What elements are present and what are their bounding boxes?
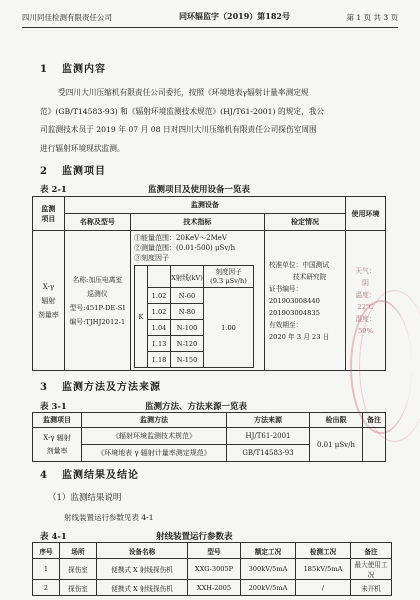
section-1-heading: 1 监测内容 [40,64,106,75]
section-3-heading: 3 监测方法及方法来源 [40,382,161,393]
table-2-1: 监测 项目 监测设备 使用环境 名称及型号 技术指标 检定情况 X-γ 辐射 剂量率 名称:加压电离室 巡测仪 型号:451P-DE-SI 编号:TJHJ2012-1 ①能量范围：20KeV～2MeV ②测量范围：(0.01-500) μSv/h ③刻度因子 K X射线(kV) 刻度因子 (9.3 μSv/h) 1.02 N-60 1.00 1.02 N-80 1.04 N-100 1.13 N-120 1.18 N-150 校准单位：中国测试 技术研究院 证书编号： 201903008440 201903004835 有效期至： 2020 年 3 月 23 日 天气： 阴 温度： 22℃ 湿度： 59% [32,196,386,371]
table-2-1-label: 表 2-1 [40,185,67,195]
table-2-1-title: 监测项目及使用设备一览表 [148,185,251,195]
table-3-1-label: 表 3-1 [40,402,67,412]
tech-spec: ①能量范围：20KeV～2MeV ②测量范围：(0.01-500) μSv/h ③刻度因子 K X射线(kV) 刻度因子 (9.3 μSv/h) 1.02 N-60 1.00 1.02 N-80 1.04 N-100 1.13 N-120 1.18 N-150 [131,231,265,371]
header-rule [22,27,398,28]
table-row: 1 探伤室 便携式 X 射线探伤机 XXG-3005P 300kV/5mA 185kV/5mA 最大使用工况 [33,559,392,580]
page-number: 第 1 页 共 3 页 [346,13,398,22]
section-4-heading: 4 监测结果及结论 [40,470,139,481]
device-name-model: 名称:加压电离室 巡测仪 型号:451P-DE-SI 编号:TJHJ2012-1 [64,231,130,371]
company-name: 四川同佳检测有限责任公司 [22,13,112,22]
scale-factor-table: K X射线(kV) 刻度因子 (9.3 μSv/h) 1.02 N-60 1.00 1.02 N-80 1.04 N-100 1.13 N-120 1.18 N-150 [134,265,254,368]
table-4-1-label: 表 4-1 [40,532,67,542]
table-row: 2 探伤室 便携式 X 射线探伤机 XXH-2005 200kV/5mA / 未开机 [33,580,392,596]
table-4-1-title: 射线装置运行参数表 [156,532,233,542]
page-header [22,10,398,24]
item-xg-dose: X-γ 辐射 剂量率 [33,231,65,371]
report-number: 同环辐监字（2019）第182号 [179,11,290,21]
section-4-desc: 射线装置运行参数见表 4-1 [64,513,154,522]
table-3-1: 监测项目 监测方法 方法来源 检出限 备注 X-γ 辐射 剂量率 《辐射环境监测技术规范》 HJ/T61-2001 0.01 μSv/h 《环境地表 γ 辐射计量率测定规范》 GB/T14583-93 [32,412,386,462]
table-4-1: 序号 场所 设备名称 型号 额定工况 检测工况 备注 1 探伤室 便携式 X 射线探伤机 XXG-3005P 300kV/5mA 185kV/5mA 最大使用工况 2 探伤室 便携式 X 射线探伤机 XXH-2005 200kV/5mA / 未开机 [32,542,392,596]
table-3-1-title: 监测方法、方法来源一览表 [145,402,248,412]
calibration-info: 校准单位：中国测试 技术研究院 证书编号： 201903008440 201903004835 有效期至： 2020 年 3 月 23 日 [264,231,345,371]
environment-info: 天气： 阴 温度： 22℃ 湿度： 59% [346,231,386,371]
section-2-heading: 2 监测项目 [40,166,106,177]
section-1-paragraph: 受四川大川压缩机有限责任公司委托，按照《环境地表γ辐射计量率测定规 范》(GB/T14583-93) 和《辐射环境监测技术规范》(HJ/T61-2001) 的规定，我公 司监测技术员于 2019 年 07 月 08 日对四川大川压缩机有限责任公司探伤室周围 进行辐射环境现状监测。 [40,88,325,153]
subsection-4-1: （1）监测结果说明 [48,493,122,503]
